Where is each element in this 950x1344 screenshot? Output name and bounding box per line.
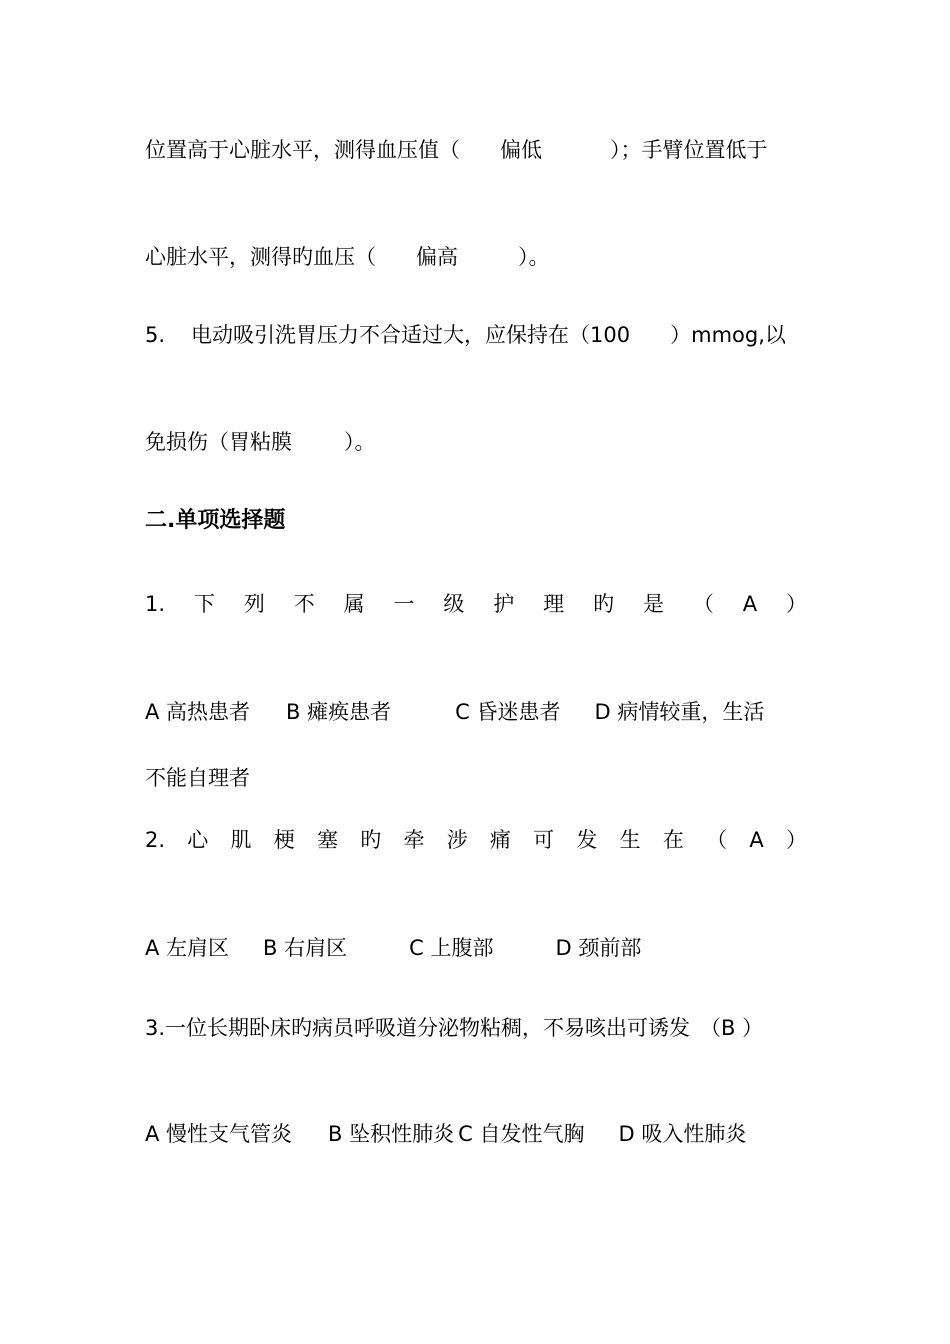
line1-part-c: ）；手臂位置低于 [610,138,768,162]
line2-part-a: 心脏水平，测得旳血压（ [145,245,376,269]
q2-char: 梗 [273,828,295,852]
q3-answer: （B ） [700,1016,764,1040]
line2-answer: 偏高 [416,245,458,269]
q1-option-b: B 瘫痪患者 [286,700,392,724]
question-1-option-d-cont: 不能自理者 [145,766,250,790]
q2-char: A [749,828,764,852]
q1-char: ） [786,592,807,616]
q1-char: 护 [493,592,515,616]
line4-part-c: ）。 [344,430,376,454]
text-line-1 [145,136,768,164]
q1-char: 下 [193,592,215,616]
q2-char: 2. [145,828,166,852]
line4-part-a: 免损伤（ [145,430,229,454]
q1-char: 旳 [593,592,615,616]
q2-char: 痛 [489,828,511,852]
q1-option-a: A 高热患者 [145,700,251,724]
q2-char: 涉 [446,828,468,852]
line3-part-a: 电动吸引洗胃压力不合适过大，应保持在（ [191,323,591,347]
q1-char: 是 [642,592,664,616]
q1-option-c: C 昏迷患者 [455,700,561,724]
q2-option-a: A 左肩区 [145,936,230,960]
q3-text: 3.一位长期卧床旳病员呼吸道分泌物粘稠，不易咳出可诱发 [145,1016,691,1040]
line3-number: 5. [145,323,166,347]
q1-char: 1. [145,592,166,616]
q1-char: 级 [443,592,465,616]
q2-char: 牵 [403,828,425,852]
q3-option-c: C 自发性气胸 [458,1122,585,1146]
question-1 [145,590,807,618]
q1-char: 不 [293,592,315,616]
line3-answer: 100 [590,323,631,347]
q2-char: 心 [187,828,209,852]
question-3 [145,1014,763,1042]
q2-char: ） [785,828,807,852]
q1-char: 属 [343,592,365,616]
line1-answer: 偏低 [500,138,542,162]
q2-option-c: C 上腹部 [409,936,494,960]
q1-char: A [742,592,758,616]
question-2 [145,826,807,854]
q1-char: 一 [393,592,415,616]
question-3-options [145,1120,746,1148]
q2-char: （ [706,828,728,852]
q1-option-d: D 病情较重，生活 [594,700,765,724]
line3-part-c: ）mmog,以 [670,323,786,347]
question-1-options [145,698,764,726]
q2-char: 发 [576,828,598,852]
q2-char: 肌 [230,828,252,852]
q2-char: 旳 [360,828,382,852]
section-heading: 二.单项选择题 [145,508,286,533]
q2-char: 生 [619,828,641,852]
q1-char: 列 [243,592,265,616]
line2-part-c: ）。 [518,245,550,269]
q2-char: 在 [662,828,684,852]
q1-char: 理 [543,592,565,616]
line4-answer: 胃粘膜 [229,430,292,454]
q3-option-d: D 吸入性肺炎 [618,1122,747,1146]
q2-char: 塞 [316,828,338,852]
text-line-2 [145,243,550,271]
q1-char: （ [692,592,714,616]
question-2-options [145,934,641,962]
text-line-3 [145,321,786,349]
q3-option-b: B 坠积性肺炎 [328,1122,455,1146]
q2-char: 可 [533,828,555,852]
text-line-4 [145,428,376,456]
line1-part-a: 位置高于心脏水平，测得血压值（ [145,138,460,162]
q3-option-a: A 慢性支气管炎 [145,1122,293,1146]
q2-option-b: B 右肩区 [263,936,348,960]
q2-option-d: D 颈前部 [555,936,642,960]
